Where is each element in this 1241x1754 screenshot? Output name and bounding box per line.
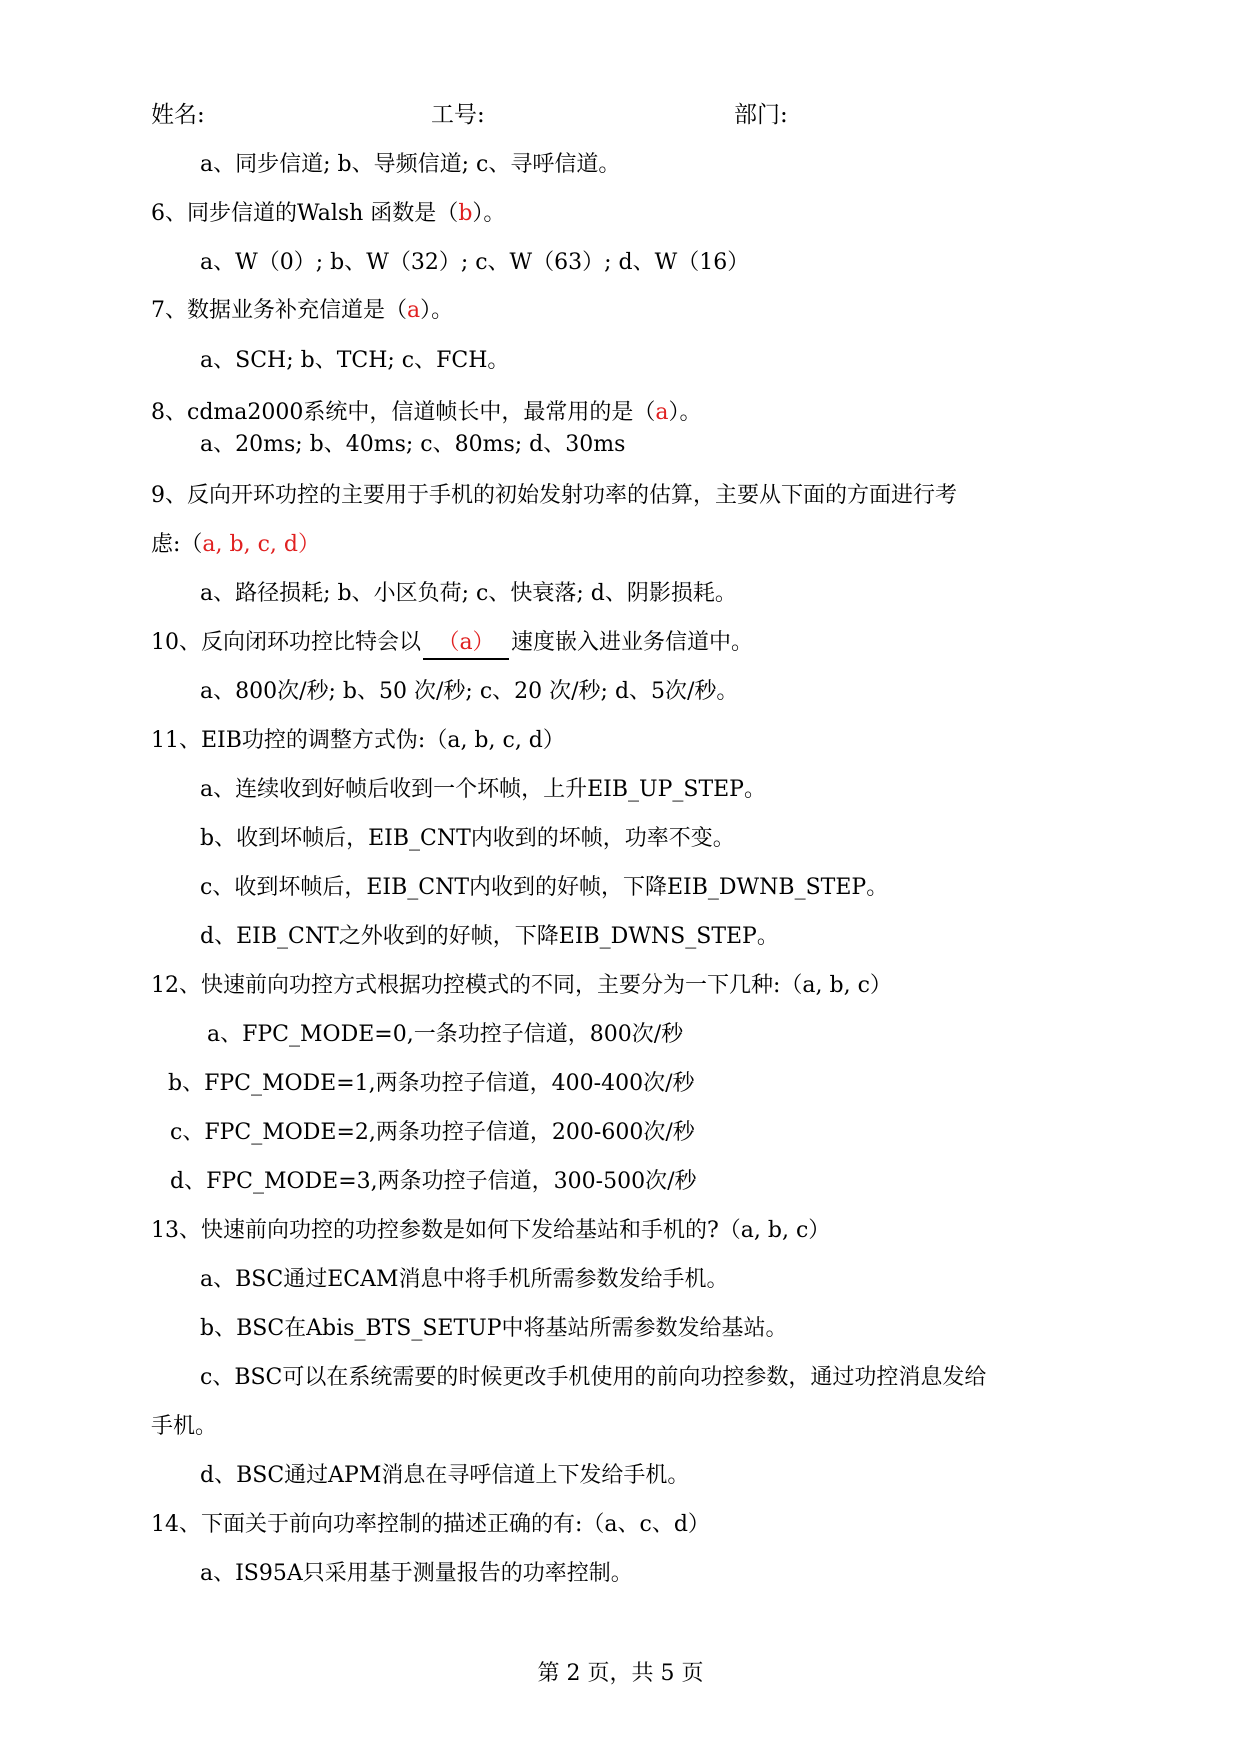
question-text-end: ）: [297, 532, 320, 557]
q12-option-b: b、FPC_MODE=1,两条功控子信道，400-400次/秒: [168, 1071, 695, 1096]
q11-option-c: c、收到坏帧后，EIB_CNT内收到的好帧，下降EIB_DWNB_STEP。: [200, 875, 889, 900]
question-7: [151, 296, 453, 326]
answer-blank: （a）: [423, 628, 509, 660]
question-9-continued: [151, 530, 320, 560]
question-10: [151, 628, 753, 660]
q12-option-a: a、FPC_MODE=0,一条功控子信道，800次/秒: [207, 1022, 684, 1047]
q5-options: a、同步信道; b、导频信道; c、寻呼信道。: [200, 152, 621, 177]
question-13: 13、快速前向功控的功控参数是如何下发给基站和手机的?（a, b, c）: [151, 1218, 831, 1243]
question-12: 12、快速前向功控方式根据功控模式的不同，主要分为一下几种:（a, b, c）: [151, 973, 892, 998]
q13-option-c-continued: 手机。: [151, 1414, 218, 1439]
q11-option-b: b、收到坏帧后，EIB_CNT内收到的坏帧，功率不变。: [200, 826, 735, 851]
question-text: 10、反向闭环功控比特会以: [151, 630, 421, 655]
question-9: 9、反向开环功控的主要用于手机的初始发射功率的估算，主要从下面的方面进行考: [151, 483, 957, 508]
department-label: 部门:: [734, 102, 788, 128]
question-text: 虑:（: [151, 532, 203, 557]
q13-option-a: a、BSC通过ECAM消息中将手机所需参数发给手机。: [200, 1267, 729, 1292]
page-number: 第 2 页，共 5 页: [537, 1661, 704, 1686]
q11-option-a: a、连续收到好帧后收到一个坏帧，上升EIB_UP_STEP。: [200, 777, 766, 802]
question-text-end: 速度嵌入进业务信道中。: [511, 630, 754, 655]
answer-mark: a: [655, 400, 669, 425]
answer-mark: a: [407, 298, 421, 323]
q12-option-c: c、FPC_MODE=2,两条功控子信道，200-600次/秒: [170, 1120, 695, 1145]
question-text: 6、同步信道的Walsh 函数是（: [151, 201, 459, 226]
question-text-end: ）。: [472, 201, 506, 226]
q11-option-d: d、EIB_CNT之外收到的好帧，下降EIB_DWNS_STEP。: [200, 924, 779, 949]
question-text-end: ）。: [668, 400, 702, 425]
employee-id-label: 工号:: [431, 102, 485, 128]
question-11: 11、EIB功控的调整方式伪:（a, b, c, d）: [151, 728, 565, 753]
q13-option-c: c、BSC可以在系统需要的时候更改手机使用的前向功控参数，通过功控消息发给: [200, 1365, 987, 1390]
q7-options: a、SCH; b、TCH; c、FCH。: [200, 348, 510, 373]
question-14: 14、下面关于前向功率控制的描述正确的有:（a、c、d）: [151, 1512, 710, 1537]
question-text-end: ）。: [420, 298, 454, 323]
q6-options: a、W（0）; b、W（32）; c、W（63）; d、W（16）: [200, 250, 750, 275]
question-text: 7、数据业务补充信道是（: [151, 298, 407, 323]
q12-option-d: d、FPC_MODE=3,两条功控子信道，300-500次/秒: [170, 1169, 697, 1194]
q13-option-b: b、BSC在Abis_BTS_SETUP中将基站所需参数发给基站。: [200, 1316, 788, 1341]
q8-options: a、20ms; b、40ms; c、80ms; d、30ms: [200, 432, 626, 457]
answer-mark: a, b, c, d: [202, 532, 298, 557]
q13-option-d: d、BSC通过APM消息在寻呼信道上下发给手机。: [200, 1463, 690, 1488]
question-8: [151, 398, 702, 428]
question-6: [151, 199, 505, 229]
q10-options: a、800次/秒; b、50 次/秒; c、20 次/秒; d、5次/秒。: [200, 679, 739, 704]
q9-options: a、路径损耗; b、小区负荷; c、快衰落; d、阴影损耗。: [200, 581, 737, 606]
name-label: 姓名:: [151, 102, 205, 128]
answer-mark: b: [458, 201, 473, 226]
question-text: 8、cdma2000系统中，信道帧长中，最常用的是（: [151, 400, 656, 425]
q14-option-a: a、IS95A只采用基于测量报告的功率控制。: [200, 1561, 633, 1586]
